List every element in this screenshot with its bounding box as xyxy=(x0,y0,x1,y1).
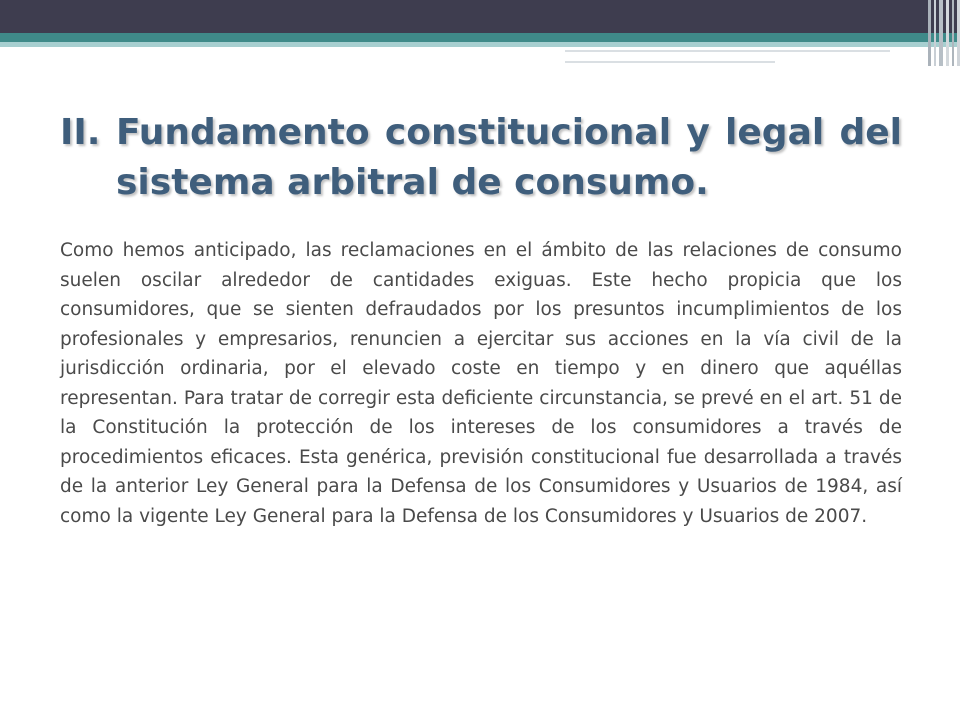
decorative-rule-lower xyxy=(565,61,775,63)
title-text: Fundamento constitucional y legal del sistema arbitral de consumo. xyxy=(116,112,902,203)
slide-title xyxy=(60,108,902,208)
header-band-teal xyxy=(0,33,960,42)
decorative-vertical-stripes xyxy=(928,0,960,66)
title-number: II. xyxy=(60,112,101,153)
stripe xyxy=(952,0,954,66)
header-band-dark xyxy=(0,0,960,33)
stripe xyxy=(939,0,943,66)
stripe xyxy=(928,0,931,66)
body-paragraph: Como hemos anticipado, las reclamaciones en el ámbito de las relaciones de consumo suelen oscilar alrededor de cantidades exiguas. Este hecho propicia que los consumidores, que se sienten defraudados por los presuntos incumplimientos de los profesionales y empresarios, renuncien a ejercitar sus acciones en la vía civil de la jurisdicción ordinaria, por el elevado coste en tiempo y en dinero que aquéllas representan. Para tratar de corregir esta deficiente circunstancia, se prevé en el art. 51 de la Constitución la protección de los intereses de los consumidores a través de procedimientos eficaces. Esta genérica, previsión constitucional fue desarrollada a través de la anterior Ley General para la Defensa de los Consumidores y Usuarios de 1984, así como la vigente Ley General para la Defensa de los Consumidores y Usuarios de 2007. xyxy=(60,240,902,527)
header-band-teal-light xyxy=(0,42,960,47)
decorative-rule-upper xyxy=(565,50,890,52)
stripe xyxy=(946,0,949,66)
stripe xyxy=(934,0,936,66)
